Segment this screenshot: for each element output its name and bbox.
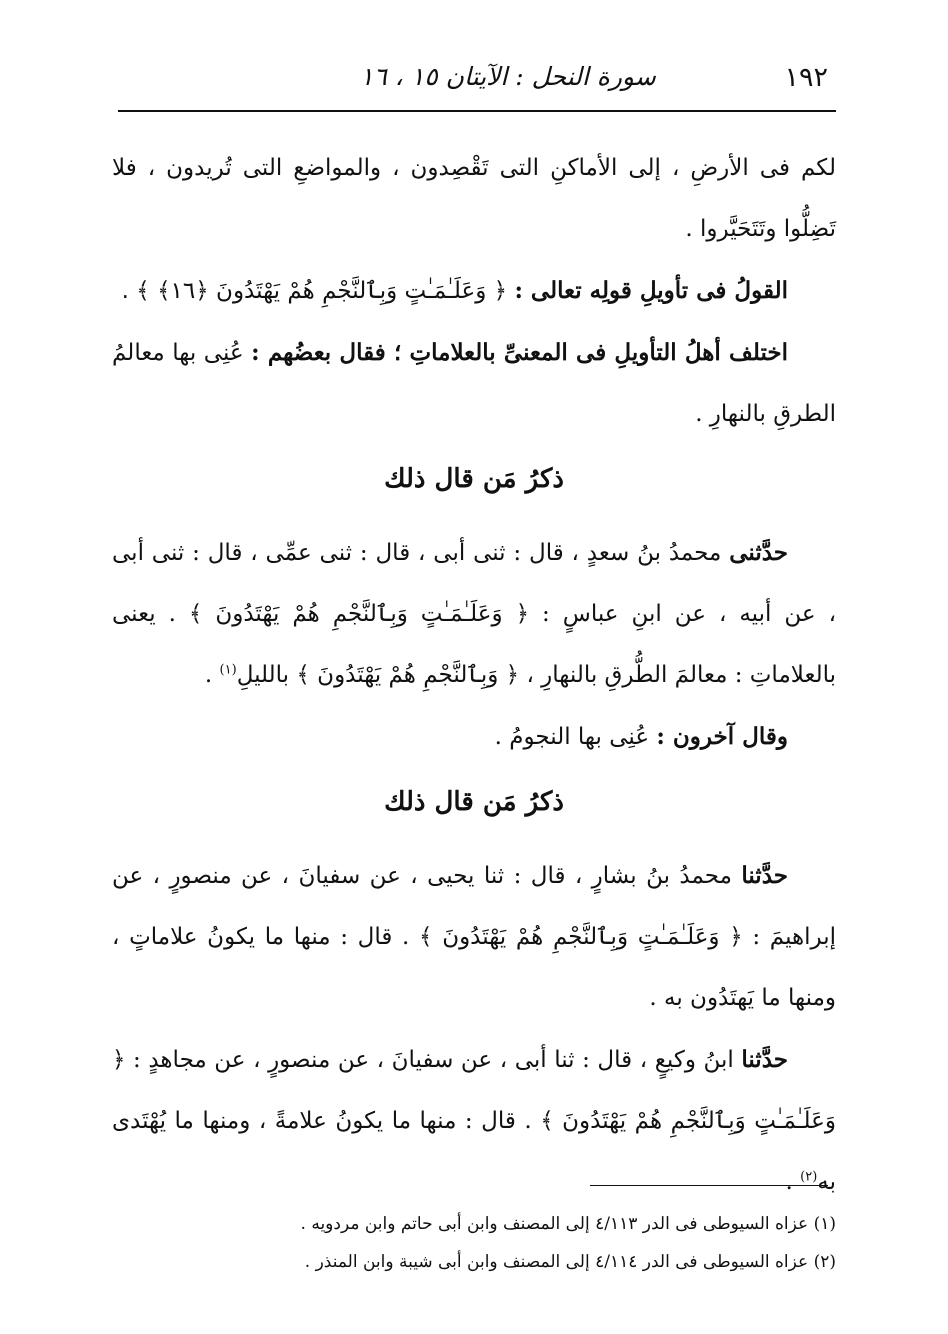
footnote-ref[interactable]: (٢) <box>800 1169 818 1185</box>
bold-lead: حدَّثنى <box>729 539 789 566</box>
quran-verse: ﴿ وَبِٱلنَّجْمِ هُمْ يَهْتَدُونَ ﴾ <box>296 662 520 688</box>
page-header <box>120 56 828 96</box>
quran-verse: ﴿ وَعَلَـٰمَـٰتٍ وَبِٱلنَّجْمِ هُمْ يَهْتَدُونَ ﴿١٦﴾ ﴾ . <box>121 278 508 304</box>
section-lead: القولُ فى تأويلِ قولِه تعالى : <box>514 277 788 304</box>
section-heading: ذكرُ مَن قال ذلك <box>384 464 564 494</box>
main-text <box>112 138 836 1213</box>
footnote-ref[interactable]: (١) <box>219 662 237 678</box>
bold-lead: اختلف أهلُ التأويلِ فى المعنىِّ بالعلاماتِ ؛ فقال بعضُهم : <box>251 339 788 366</box>
bold-lead: وقال آخرون : <box>656 723 788 750</box>
footnote-rule <box>590 1185 828 1186</box>
paragraph: حدَّثنا محمدُ بنُ بشارٍ ، قال : ثنا يحيى ، عن سفيانَ ، عن منصورٍ ، عن إبراهيمَ : ﴿ وَعَلَـٰمَـٰتٍ وَبِٱلنَّجْمِ هُمْ يَهْتَدُونَ ﴾ . قال : منها ما يكونُ علاماتٍ ، ومنها ما يَهتَدُون به . <box>112 862 837 1011</box>
section-heading: ذكرُ مَن قال ذلك <box>384 787 564 817</box>
bold-lead: حدَّثنا <box>741 862 788 889</box>
bold-lead: حدَّثنا <box>741 1046 788 1073</box>
quran-verse: ﴿ وَعَلَـٰمَـٰتٍ وَبِٱلنَّجْمِ هُمْ يَهْتَدُونَ ﴾ <box>419 924 743 950</box>
header-rule <box>118 110 836 112</box>
running-title: سورة النحل : الآيتان ١٥ ، ١٦ <box>360 62 656 91</box>
paragraph: وقال آخرون : عُنِى بها النجومُ . <box>494 723 788 750</box>
paragraph <box>112 260 836 322</box>
paragraph: حدَّثنى محمدُ بنُ سعدٍ ، قال : ثنى أبى ، قال : ثنى عمِّى ، قال : ثنى أبى ، عن أبيه ، عن ابنِ عباسٍ : ﴿ وَعَلَـٰمَـٰتٍ وَبِٱلنَّجْمِ هُمْ يَهْتَدُونَ ﴾ . يعنى بالعلاماتِ : معالمَ الطُّرقِ بالنهارِ ، ﴿ وَبِٱلنَّجْمِ هُمْ يَهْتَدُونَ ﴾ بالليلِ$^{(١)}$ . <box>112 539 837 688</box>
footnote: (١) عزاه السيوطى فى الدر ٤/١١٣ إلى المصنف وابن أبى حاتم وابن مردويه . <box>300 1214 836 1234</box>
footnotes <box>112 1205 836 1281</box>
footnote: (٢) عزاه السيوطى فى الدر ٤/١١٤ إلى المصنف وابن أبى شيبة وابن المنذر . <box>304 1252 836 1272</box>
paragraph: اختلف أهلُ التأويلِ فى المعنىِّ بالعلاماتِ ؛ فقال بعضُهم : عُنِى بها معالمُ الطرقِ بالنهارِ . <box>112 339 836 427</box>
quran-verse: ﴿ وَعَلَـٰمَـٰتٍ وَبِٱلنَّجْمِ هُمْ يَهْتَدُونَ ﴾ <box>112 1047 836 1134</box>
paragraph: لكم فى الأرضِ ، إلى الأماكنِ التى تَقْصِدون ، والمواضعِ التى تُريدون ، فلا تَضِلُّوا وتَتَحَيَّروا . <box>112 155 836 242</box>
page-number: ١٩٢ <box>784 62 828 93</box>
paragraph: حدَّثنا ابنُ وكيعٍ ، قال : ثنا أبى ، عن سفيانَ ، عن منصورٍ ، عن مجاهدٍ : ﴿ وَعَلَـٰمَـٰتٍ وَبِٱلنَّجْمِ هُمْ يَهْتَدُونَ ﴾ . قال : منها ما يكونُ علامةً ، ومنها ما يُهْتَدى به$^{(٢)}$ . <box>112 1046 836 1195</box>
quran-verse: ﴿ وَعَلَـٰمَـٰتٍ وَبِٱلنَّجْمِ هُمْ يَهْتَدُونَ ﴾ <box>188 601 530 627</box>
